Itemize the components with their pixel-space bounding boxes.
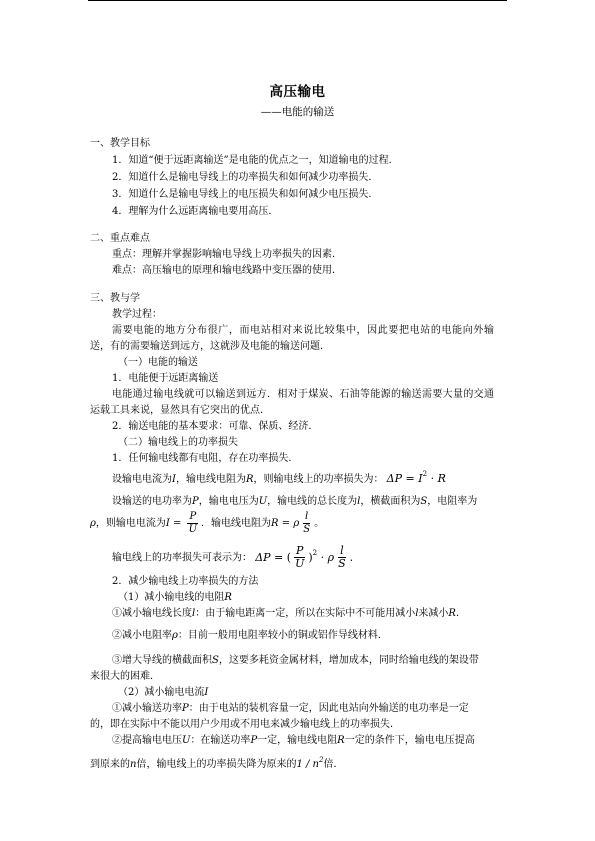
method-heading: （1）减小输电线的电阻R bbox=[118, 592, 232, 603]
section-heading-teaching: 三、教与学 bbox=[90, 293, 140, 304]
fraction: $\frac{l}{S}$ bbox=[338, 544, 346, 570]
method-item: ①减小输电线长度l：由于输电距离一定，所以在实际中不可能用减小l来减小R． bbox=[112, 608, 466, 619]
difficult-point: 难点：高压输电的原理和输电线路中变压器的使用． bbox=[112, 265, 342, 276]
paragraph-line: 运载工具来说，显然具有它突出的优点． bbox=[90, 405, 270, 416]
section-heading-objectives: 一、教学目标 bbox=[90, 138, 150, 149]
objective-item: 1．知道“便于远距离输送”是电能的优点之一，知道输电的过程． bbox=[112, 155, 399, 166]
formula-line-loss-expression: 输电线上的功率损失可表示为： ΔP = ( $\frac{P}{U}$ )$^2$ · ρ $\frac{l}{S}$ . bbox=[112, 544, 354, 570]
objective-item: 2．知道什么是输电导线上的功率损失和如何减少功率损失． bbox=[112, 172, 379, 183]
fraction: $\frac{P}{U}$ bbox=[295, 544, 305, 570]
subsection-heading: （一）电能的输送 bbox=[118, 357, 198, 368]
power-loss-equation: $\Delta P = I^2 \cdot R$ bbox=[386, 470, 446, 485]
header-rule bbox=[88, 0, 507, 1]
paragraph-line: 的，即在实际中不能以用户少用或不用电来减少输电线上的功率损失． bbox=[90, 719, 400, 730]
paragraph-line: 设输送的电功率为P，输电电压为U，输电线的总长度为l，横截面积为S，电阻率为 bbox=[112, 496, 478, 507]
point-heading: 2．减少输电线上功率损失的方法 bbox=[112, 576, 259, 587]
paragraph-line: 来很大的困难． bbox=[90, 671, 160, 682]
objective-item: 3．知道什么是输电导线上的电压损失和如何减少电压损失． bbox=[112, 189, 379, 200]
paragraph-line: 送，有的需要输送到远方，这就涉及电能的输送问题． bbox=[90, 341, 330, 352]
document-subtitle: ——电能的输送 bbox=[260, 106, 335, 118]
formula-line-power-loss: 设输电电流为I，输电线电阻为R，则输电线上的功率损失为： $\Delta P = I^2 \cdot R$ bbox=[112, 470, 446, 485]
key-point: 重点：理解并掌握影响输电导线上功率损失的因素． bbox=[112, 249, 342, 260]
paragraph-line: 到原来的n倍，输电线上的功率损失降为原来的$1 / n^2$倍． bbox=[90, 755, 344, 770]
fraction: $\frac{P}{U}$ bbox=[188, 511, 198, 535]
point-heading: 2．输送电能的基本要求：可靠、保质、经济． bbox=[112, 421, 319, 432]
point-heading: 1．电能便于远距离输送 bbox=[112, 373, 219, 384]
document-title: 高压输电 bbox=[269, 84, 326, 100]
objective-item: 4．理解为什么远距离输电要用高压． bbox=[112, 206, 279, 217]
process-label: 教学过程： bbox=[112, 309, 162, 320]
method-item: ③增大导线的横截面积S，这要多耗资金属材料，增加成本，同时给输电线的架设带 bbox=[112, 655, 479, 666]
paragraph-line: 需要电能的地方分布很广，而电站相对来说比较集中，因此要把电站的电能向外输 bbox=[112, 325, 494, 336]
method-heading: （2）减小输电电流I bbox=[118, 687, 209, 698]
subsection-heading: （二）输电线上的功率损失 bbox=[118, 437, 238, 448]
method-item: ②提高输电电压U：在输送功率P一定，输电线电阻R一定的条件下，输电电压提高 bbox=[112, 735, 475, 746]
section-heading-key-points: 二、重点难点 bbox=[90, 233, 150, 244]
paragraph-line: 电能通过输电线就可以输送到远方．相对于煤炭、石油等能源的输送需要大量的交通 bbox=[112, 389, 494, 400]
method-item: ①减小输送功率P：由于电站的装机容量一定，因此电站向外输送的电功率是一定 bbox=[112, 703, 469, 714]
formula-line-current-resistance: ρ，则输电电流为I = $\frac{P}{U}$ ．输电线电阻为R = ρ $\frac{l}{S}$ 。 bbox=[90, 511, 325, 535]
fraction: $\frac{l}{S}$ bbox=[303, 511, 311, 535]
method-item: ②减小电阻率ρ：目前一般用电阻率较小的铜或铝作导线材料． bbox=[112, 630, 388, 641]
point-heading: 1．任何输电线都有电阻，存在功率损失． bbox=[112, 453, 299, 464]
